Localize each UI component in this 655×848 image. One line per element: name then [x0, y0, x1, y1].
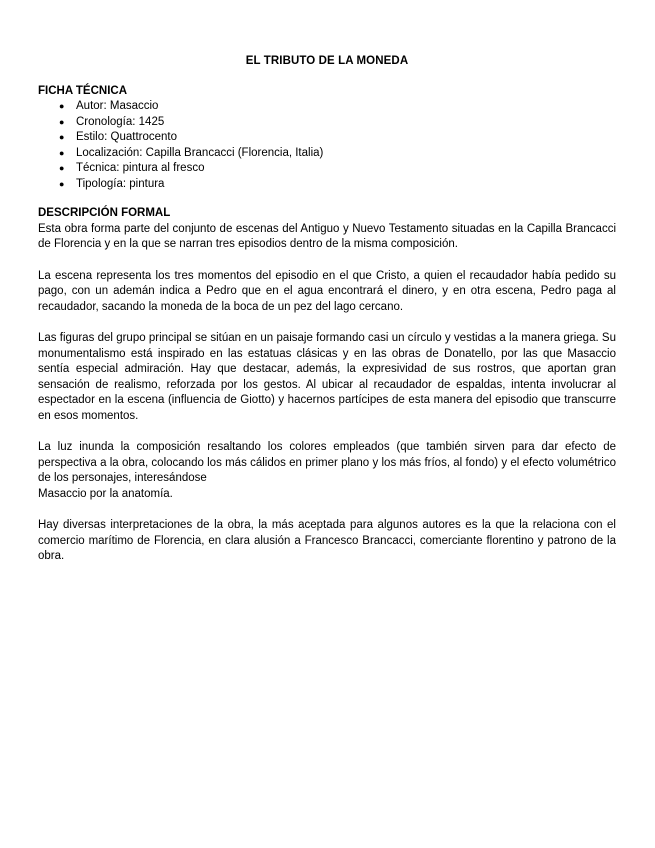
ficha-tecnica-list [38, 99, 616, 192]
document-page [38, 54, 616, 581]
ficha-autor: Autor: Masaccio [76, 100, 159, 112]
list-item [38, 161, 616, 177]
list-item [38, 115, 616, 131]
paragraph-luz: La luz inunda la composición resaltando los colores empleados (que también sirven para dar efecto de perspectiva a la obra, colocando los más cálidos en primer plano y los más fríos, al fondo) y el efecto volumétrico de los personajes, interesándose [38, 441, 616, 484]
bullet-icon: ● [59, 147, 65, 158]
bullet-icon: ● [59, 163, 65, 173]
ficha-estilo: Estilo: Quattrocento [76, 131, 177, 143]
list-item [38, 130, 616, 146]
ficha-cronologia: Cronología: 1425 [76, 115, 165, 128]
paragraph-escena: La escena representa los tres momentos del episodio en el que Cristo, a quien el recaudador había pedido su pago, con un ademán indica a Pedro que en el agua encontrará el dinero, y en otra escena, Pedro paga al recaudador, sacando la moneda de la boca de un pez del lago cercano. [38, 269, 616, 313]
paragraph-interpretaciones: Hay diversas interpretaciones de la obra, la más aceptada para algunos autores es la que la relaciona con el comercio marítimo de Florencia, en clara alusión a Francesco Brancacci, comerciante florentino y patrono de la obra. [38, 519, 616, 562]
paragraph-intro: Esta obra forma parte del conjunto de escenas del Antiguo y Nuevo Testamento situadas en la Capilla Brancacci de Florencia y en la que se narran tres episodios dentro de la misma composición. [38, 222, 616, 250]
descripcion-formal-heading: DESCRIPCIÓN FORMAL [38, 207, 171, 219]
list-item [38, 146, 616, 162]
bullet-icon: ● [59, 101, 65, 111]
list-item [38, 99, 616, 115]
list-item [38, 177, 616, 193]
bullet-icon: ● [59, 132, 65, 142]
bullet-icon: ● [59, 116, 65, 127]
document-title: EL TRIBUTO DE LA MONEDA [245, 55, 409, 67]
paragraph-luz-cont: Masaccio por la anatomía. [38, 487, 173, 500]
ficha-tipologia: Tipología: pintura [76, 177, 165, 190]
ficha-localizacion: Localización: Capilla Brancacci (Florencia, Italia) [76, 146, 324, 159]
bullet-icon: ● [59, 178, 65, 189]
ficha-tecnica-heading: FICHA TÉCNICA [38, 84, 128, 97]
paragraph-figuras: Las figuras del grupo principal se sitúan en un paisaje formando casi un círculo y vestidas a la manera griega. Su monumentalismo está inspirado en las estatuas clásicas y en las obras de Donatello, por las que Masaccio sentía especial admiración. Hay que destacar, además, la expresividad de sus rostros, que aportan gran sensación de realismo, reforzada por los gestos. Al ubicar al recaudador de espaldas, intenta involucrar al espectador en la escena (influencia de Giotto) y hacernos partícipes de esta manera del episodio que transcurre en esos momentos. [38, 332, 616, 422]
ficha-tecnica: Técnica: pintura al fresco [76, 162, 205, 174]
